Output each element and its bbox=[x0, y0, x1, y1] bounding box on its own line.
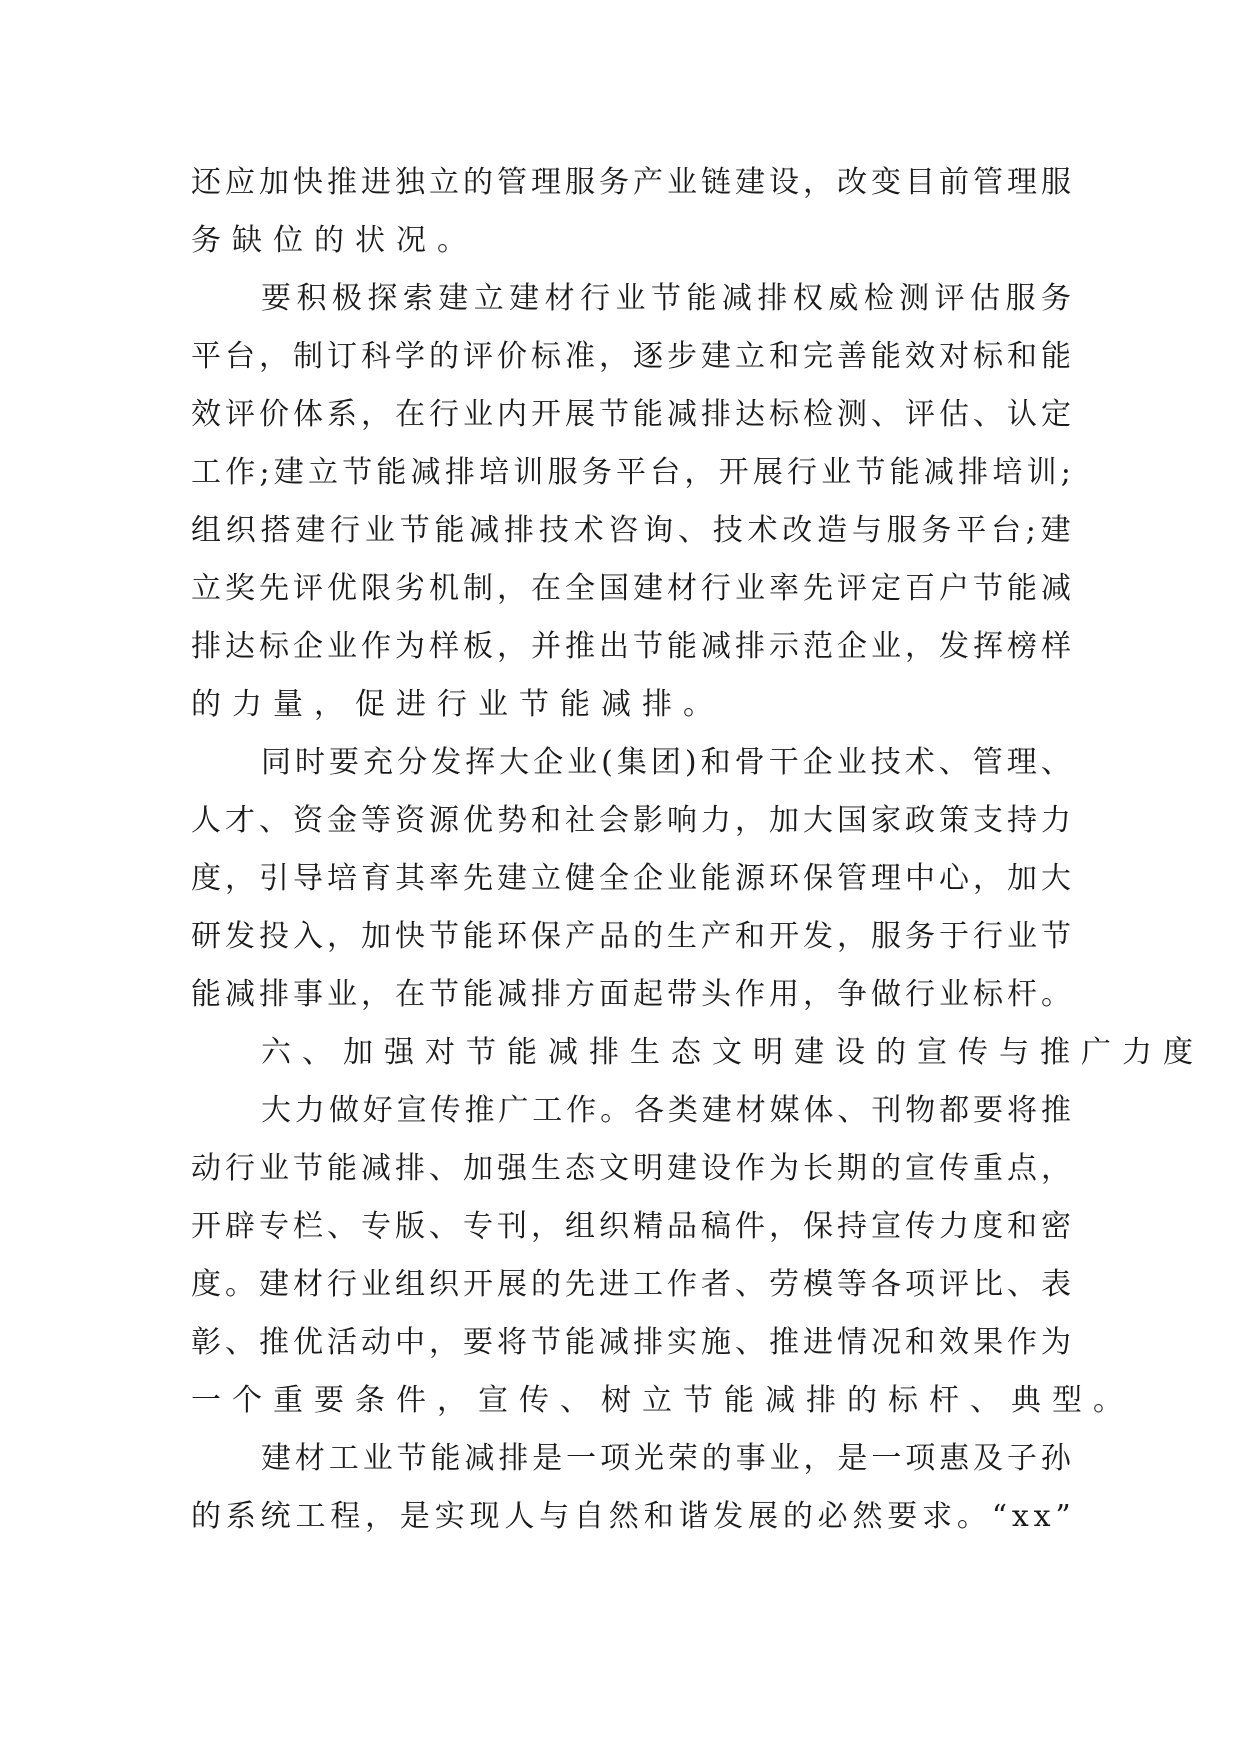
text-line: 同 时 要 充 分 发 挥 大 企 业 ( 集 团 ) 和 骨 干 企 业 技 术 、 管 理 、 bbox=[261, 745, 1071, 780]
text-line: 大 力 做 好 宣 传 推 广 工 作 。 各 类 建 材 媒 体 、 刊 物 都 要 将 推 bbox=[261, 1093, 1071, 1128]
text-line: 建 材 工 业 节 能 减 排 是 一 项 光 荣 的 事 业 ， 是 一 项 惠 及 子 孙 bbox=[261, 1441, 1071, 1476]
text-line: 动 行 业 节 能 减 排 、 加 强 生 态 文 明 建 设 作 为 长 期 的 宣 传 重 点 ， bbox=[191, 1151, 1071, 1186]
text-line: 工 作 ; 建 立 节 能 减 排 培 训 服 务 平 台 ， 开 展 行 业 节 能 减 排 培 训 ; bbox=[191, 455, 1071, 490]
text-line: 务缺位的状况。 bbox=[191, 223, 478, 258]
text-line: 组 织 搭 建 行 业 节 能 减 排 技 术 咨 询 、 技 术 改 造 与 服 务 平 台 ; 建 bbox=[191, 513, 1071, 548]
text-line: 一个重要条件，宣传、树立节能减排的标杆、典型。 bbox=[191, 1383, 1134, 1418]
text-line: 平 台 ， 制 订 科 学 的 评 价 标 准 ， 逐 步 建 立 和 完 善 能 效 对 标 和 能 bbox=[191, 339, 1071, 374]
text-line: 度 ， 引 导 培 育 其 率 先 建 立 健 全 企 业 能 源 环 保 管 理 中 心 ， 加 大 bbox=[191, 861, 1071, 896]
text-line: 彰 、 推 优 活 动 中 ， 要 将 节 能 减 排 实 施 、 推 进 情 况 和 效 果 作 为 bbox=[191, 1325, 1071, 1360]
text-line: 的 系 统 工 程 ， 是 实 现 人 与 自 然 和 谐 发 展 的 必 然 要 求 。 “ x x ” bbox=[191, 1499, 1071, 1534]
text-line: 还 应 加 快 推 进 独 立 的 管 理 服 务 产 业 链 建 设 ， 改 变 目 前 管 理 服 bbox=[191, 165, 1071, 200]
text-line: 要 积 极 探 索 建 立 建 材 行 业 节 能 减 排 权 威 检 测 评 估 服 务 bbox=[261, 281, 1071, 316]
text-line: 开 辟 专 栏 、 专 版 、 专 刊 ， 组 织 精 品 稿 件 ， 保 持 宣 传 力 度 和 密 bbox=[191, 1209, 1071, 1244]
text-line: 六、加强对节能减排生态文明建设的宣传与推广力度 bbox=[261, 1035, 1204, 1070]
text-line: 度 。 建 材 行 业 组 织 开 展 的 先 进 工 作 者 、 劳 模 等 各 项 评 比 、 表 bbox=[191, 1267, 1071, 1302]
text-line: 的力量，促进行业节能减排。 bbox=[191, 687, 724, 722]
text-line: 效 评 价 体 系 ， 在 行 业 内 开 展 节 能 减 排 达 标 检 测 、 评 估 、 认 定 bbox=[191, 397, 1071, 432]
document-body bbox=[191, 154, 1204, 1546]
text-line: 立 奖 先 评 优 限 劣 机 制 ， 在 全 国 建 材 行 业 率 先 评 定 百 户 节 能 减 bbox=[191, 571, 1071, 606]
text-line: 能 减 排 事 业 ， 在 节 能 减 排 方 面 起 带 头 作 用 ， 争 做 行 业 标 杆 。 bbox=[191, 977, 1071, 1012]
text-line: 研 发 投 入 ， 加 快 节 能 环 保 产 品 的 生 产 和 开 发 ， 服 务 于 行 业 节 bbox=[191, 919, 1071, 954]
text-line: 排 达 标 企 业 作 为 样 板 ， 并 推 出 节 能 减 排 示 范 企 业 ， 发 挥 榜 样 bbox=[191, 629, 1071, 664]
text-line: 人 才 、 资 金 等 资 源 优 势 和 社 会 影 响 力 ， 加 大 国 家 政 策 支 持 力 bbox=[191, 803, 1071, 838]
